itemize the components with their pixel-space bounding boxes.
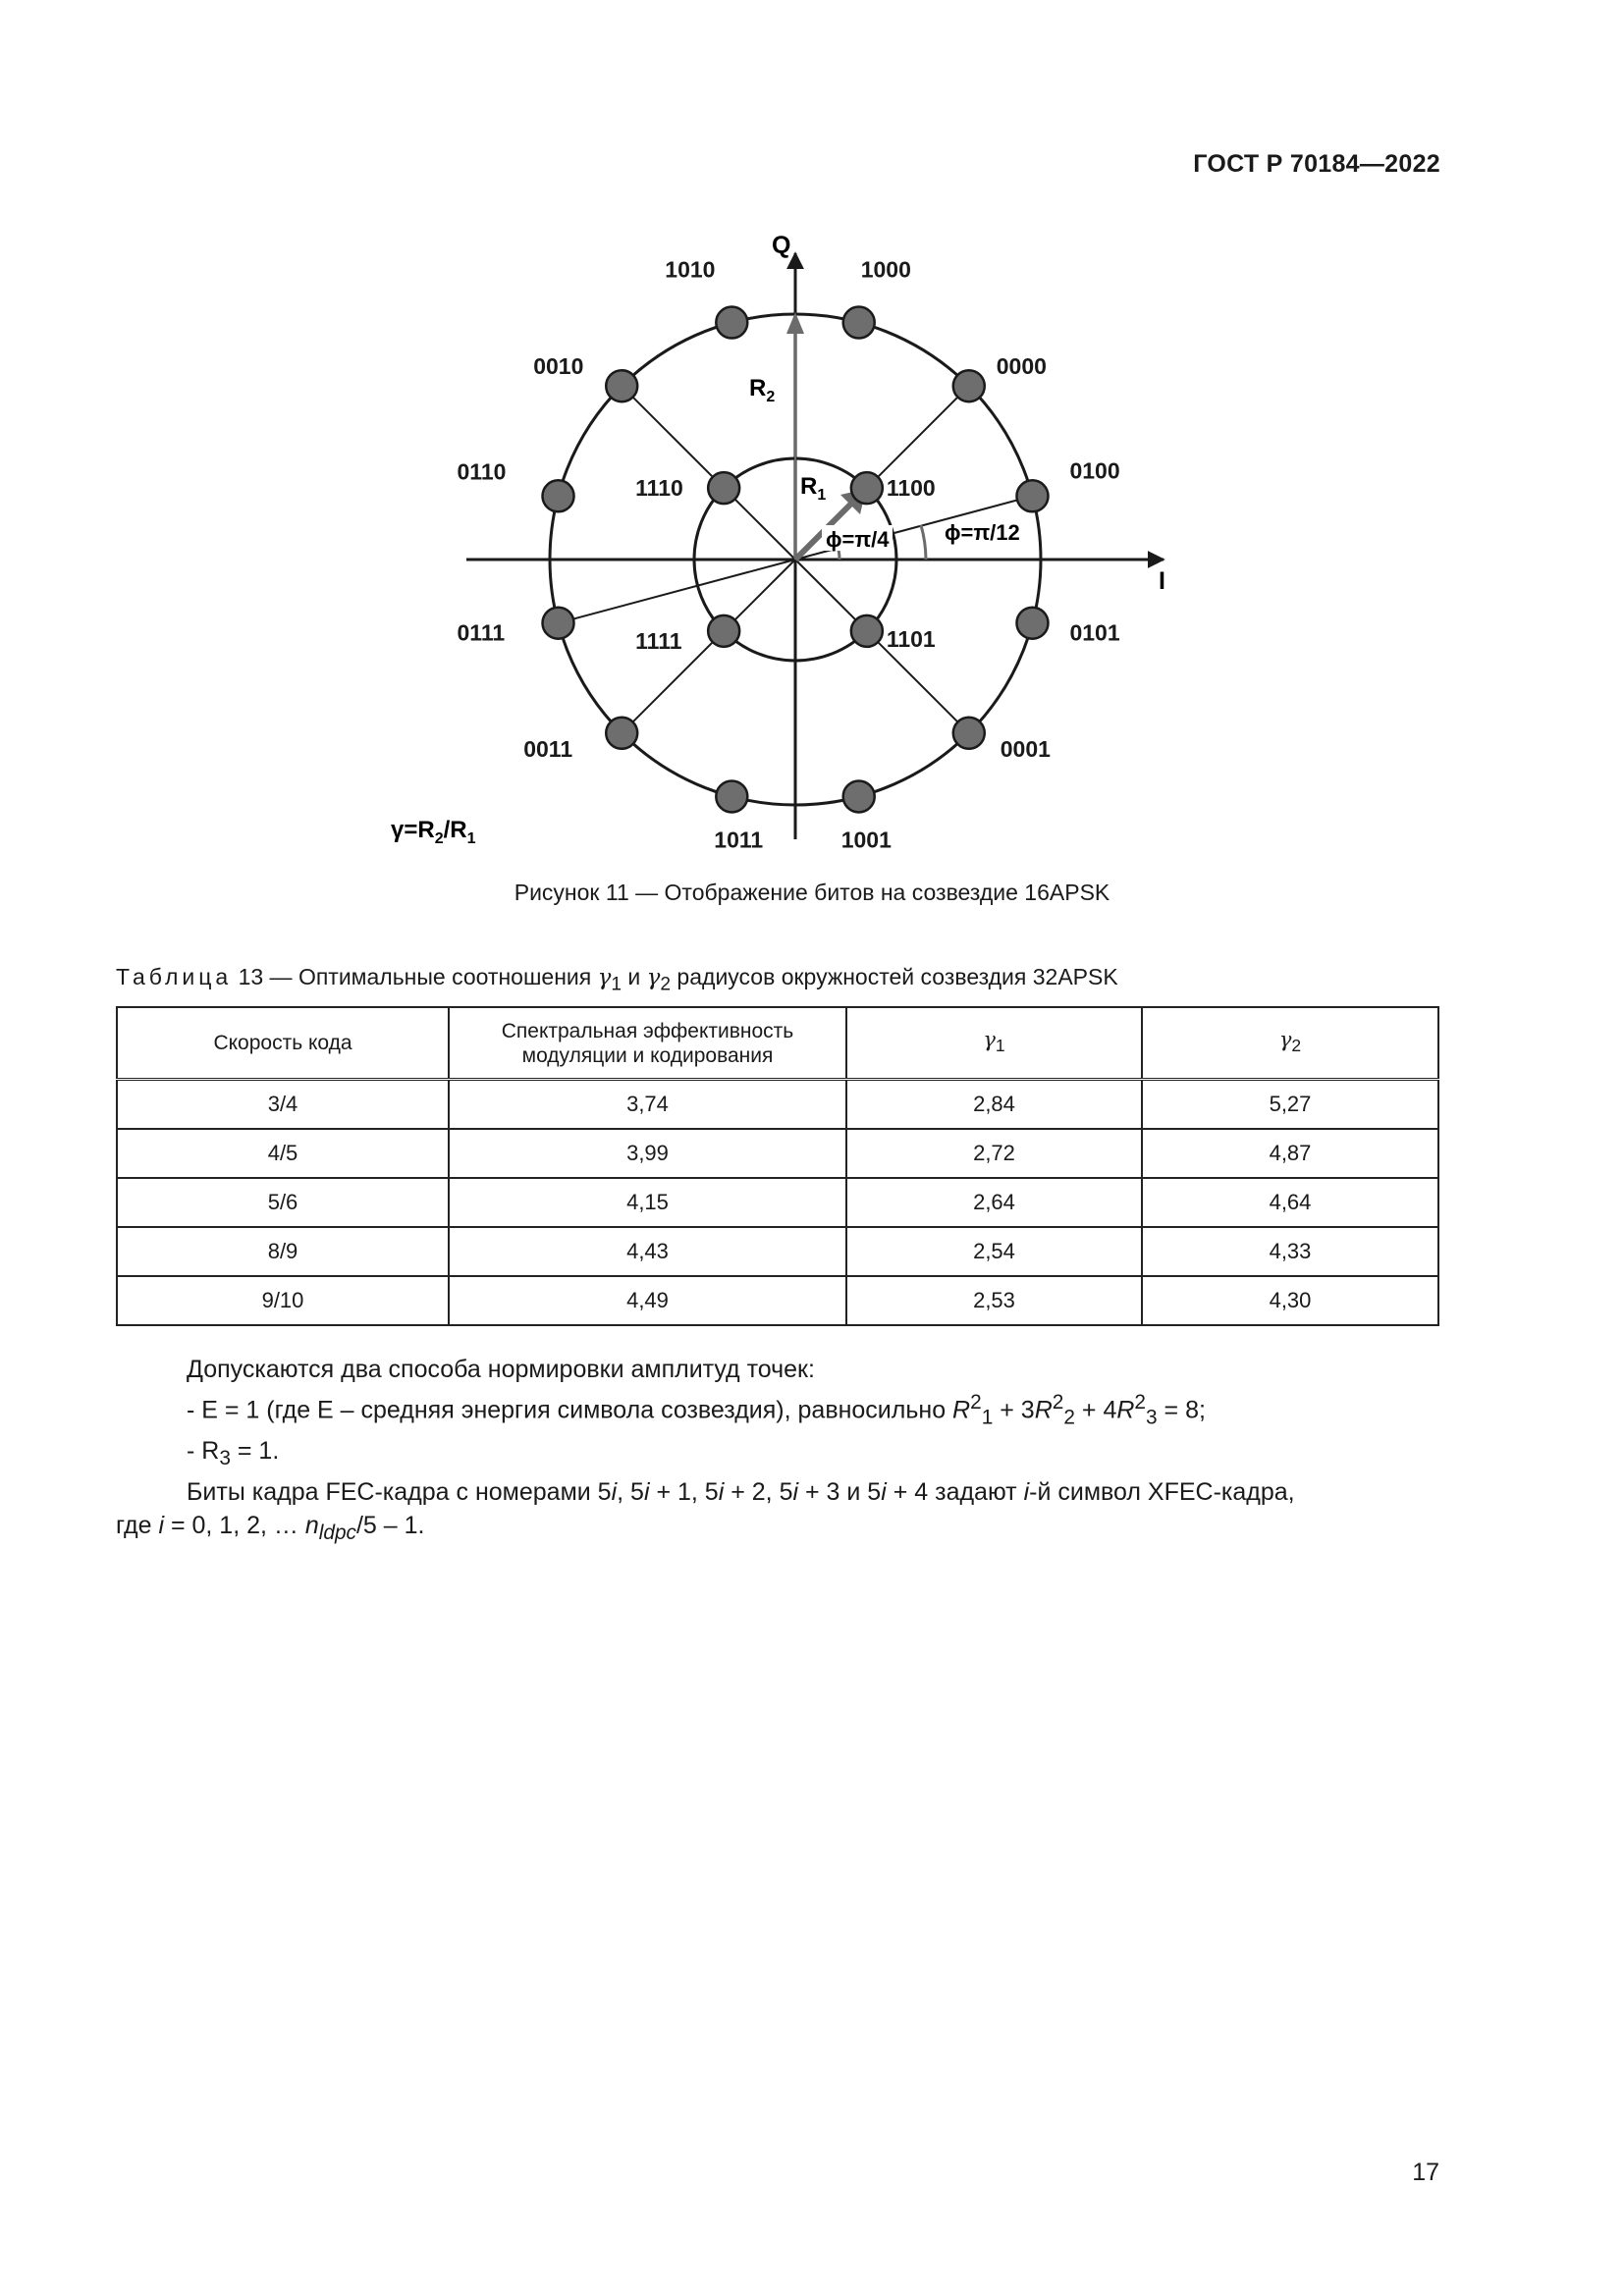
table-row bbox=[117, 1276, 1438, 1325]
paragraph-normalization-intro: Допускаются два способа нормировки амплитуд точек: bbox=[187, 1356, 815, 1383]
spoke-line bbox=[622, 386, 795, 560]
cell-code-rate: 4/5 bbox=[117, 1129, 449, 1178]
constellation-point bbox=[851, 615, 883, 647]
gamma-formula: $\gamma=R_2/R_1$ bbox=[391, 817, 476, 847]
constellation-point bbox=[843, 780, 875, 812]
cell-spectral-efficiency: 4,49 bbox=[449, 1276, 846, 1325]
point-bit-label: 1000 bbox=[860, 256, 911, 283]
point-bit-label: 0011 bbox=[523, 735, 573, 762]
cell-gamma1: 2,84 bbox=[846, 1080, 1142, 1130]
constellation-point bbox=[543, 608, 574, 639]
q-axis-label: Q bbox=[772, 232, 791, 259]
point-bit-label: 0010 bbox=[533, 353, 584, 380]
header-gamma1: $\gamma_1$ bbox=[846, 1007, 1142, 1080]
spoke-line bbox=[559, 560, 795, 623]
paragraph-index-range: где i = 0, 1, 2, … $n_{ldpc}/5 - 1$. bbox=[116, 1512, 425, 1545]
phi-pi12-label: ϕ=π/12 bbox=[945, 520, 1020, 545]
constellation-point bbox=[543, 480, 574, 511]
cell-gamma1: 2,54 bbox=[846, 1227, 1142, 1276]
cell-gamma1: 2,53 bbox=[846, 1276, 1142, 1325]
gamma-table bbox=[116, 1006, 1439, 1326]
constellation-point bbox=[1016, 480, 1048, 511]
table-row bbox=[117, 1129, 1438, 1178]
point-bit-label: 0101 bbox=[1069, 619, 1120, 646]
constellation-point bbox=[1016, 608, 1048, 639]
cell-gamma1: 2,64 bbox=[846, 1178, 1142, 1227]
cell-gamma2: 4,64 bbox=[1142, 1178, 1438, 1227]
constellation-point bbox=[606, 370, 637, 401]
header-spectral-efficiency: Спектральная эффективность модуляции и кодирования bbox=[449, 1007, 846, 1080]
point-bit-label: 0100 bbox=[1069, 457, 1120, 484]
figure-caption: Рисунок 11 — Отображение битов на созвездие 16APSK bbox=[514, 880, 1110, 905]
constellation-point bbox=[843, 307, 875, 339]
paragraph-r3-condition: - $R_3 = 1$. bbox=[187, 1437, 280, 1470]
header-code-rate: Скорость кода bbox=[117, 1007, 449, 1080]
cell-spectral-efficiency: 3,99 bbox=[449, 1129, 846, 1178]
point-bit-label: 1111 bbox=[635, 627, 682, 654]
point-bit-label: 1011 bbox=[714, 827, 764, 853]
constellation-point bbox=[953, 370, 985, 401]
phi-pi4-label: ϕ=π/4 bbox=[826, 527, 890, 552]
cell-spectral-efficiency: 4,43 bbox=[449, 1227, 846, 1276]
point-bit-label: 1110 bbox=[635, 475, 683, 502]
constellation-point bbox=[953, 718, 985, 749]
cell-code-rate: 8/9 bbox=[117, 1227, 449, 1276]
cell-gamma2: 4,30 bbox=[1142, 1276, 1438, 1325]
constellation-diagram bbox=[0, 0, 1624, 864]
constellation-point bbox=[716, 780, 747, 812]
table-row bbox=[117, 1178, 1438, 1227]
cell-gamma2: 5,27 bbox=[1142, 1080, 1438, 1130]
cell-code-rate: 3/4 bbox=[117, 1080, 449, 1130]
constellation-point bbox=[708, 615, 739, 647]
point-bit-label: 0001 bbox=[1000, 735, 1051, 762]
constellation-point bbox=[851, 472, 883, 504]
cell-gamma2: 4,33 bbox=[1142, 1227, 1438, 1276]
cell-spectral-efficiency: 3,74 bbox=[449, 1080, 846, 1130]
document-header: ГОСТ Р 70184—2022 bbox=[1193, 150, 1440, 178]
point-bit-label: 0111 bbox=[457, 619, 506, 646]
cell-gamma1: 2,72 bbox=[846, 1129, 1142, 1178]
table-header-row bbox=[117, 1007, 1438, 1080]
point-bit-label: 1010 bbox=[665, 256, 716, 283]
paragraph-fec-bits: Биты кадра FEC-кадра с номерами 5i, 5i + 1, 5i + 2, 5i + 3 и 5i + 4 задают i-й символ XFEC-кадра, bbox=[187, 1478, 1295, 1507]
i-axis-label: I bbox=[1159, 567, 1165, 595]
point-labels bbox=[458, 257, 1120, 853]
point-bit-label: 1001 bbox=[840, 827, 892, 853]
angle-arc-pi12 bbox=[921, 525, 926, 560]
point-bit-label: 1101 bbox=[886, 625, 936, 652]
header-gamma2: $\gamma_2$ bbox=[1142, 1007, 1438, 1080]
point-bit-label: 0110 bbox=[457, 458, 507, 485]
constellation-point bbox=[606, 718, 637, 749]
point-bit-label: 1100 bbox=[886, 475, 936, 502]
constellation-point bbox=[716, 307, 747, 339]
table-title: Таблица 13 — Оптимальные соотношения $\gamma_1$ и $\gamma_2$ радиусов окружностей созвездия 32APSK bbox=[116, 964, 1118, 995]
table-row bbox=[117, 1080, 1438, 1130]
spoke-line bbox=[795, 560, 969, 733]
table-row bbox=[117, 1227, 1438, 1276]
paragraph-energy-condition: - E = 1 (где E – средняя энергия символа созвездия), равносильно $R^2_1 + 3R^2_2 + 4R^2_3 = 8$; bbox=[187, 1391, 1206, 1429]
point-bit-label: 0000 bbox=[996, 353, 1047, 380]
body-text bbox=[116, 1353, 1437, 1550]
page-number: 17 bbox=[1412, 2159, 1439, 2186]
cell-code-rate: 5/6 bbox=[117, 1178, 449, 1227]
r1-label: $R_1$ bbox=[800, 473, 827, 504]
cell-gamma2: 4,87 bbox=[1142, 1129, 1438, 1178]
cell-spectral-efficiency: 4,15 bbox=[449, 1178, 846, 1227]
constellation-point bbox=[708, 472, 739, 504]
r2-label: $R_2$ bbox=[749, 375, 776, 405]
cell-code-rate: 9/10 bbox=[117, 1276, 449, 1325]
